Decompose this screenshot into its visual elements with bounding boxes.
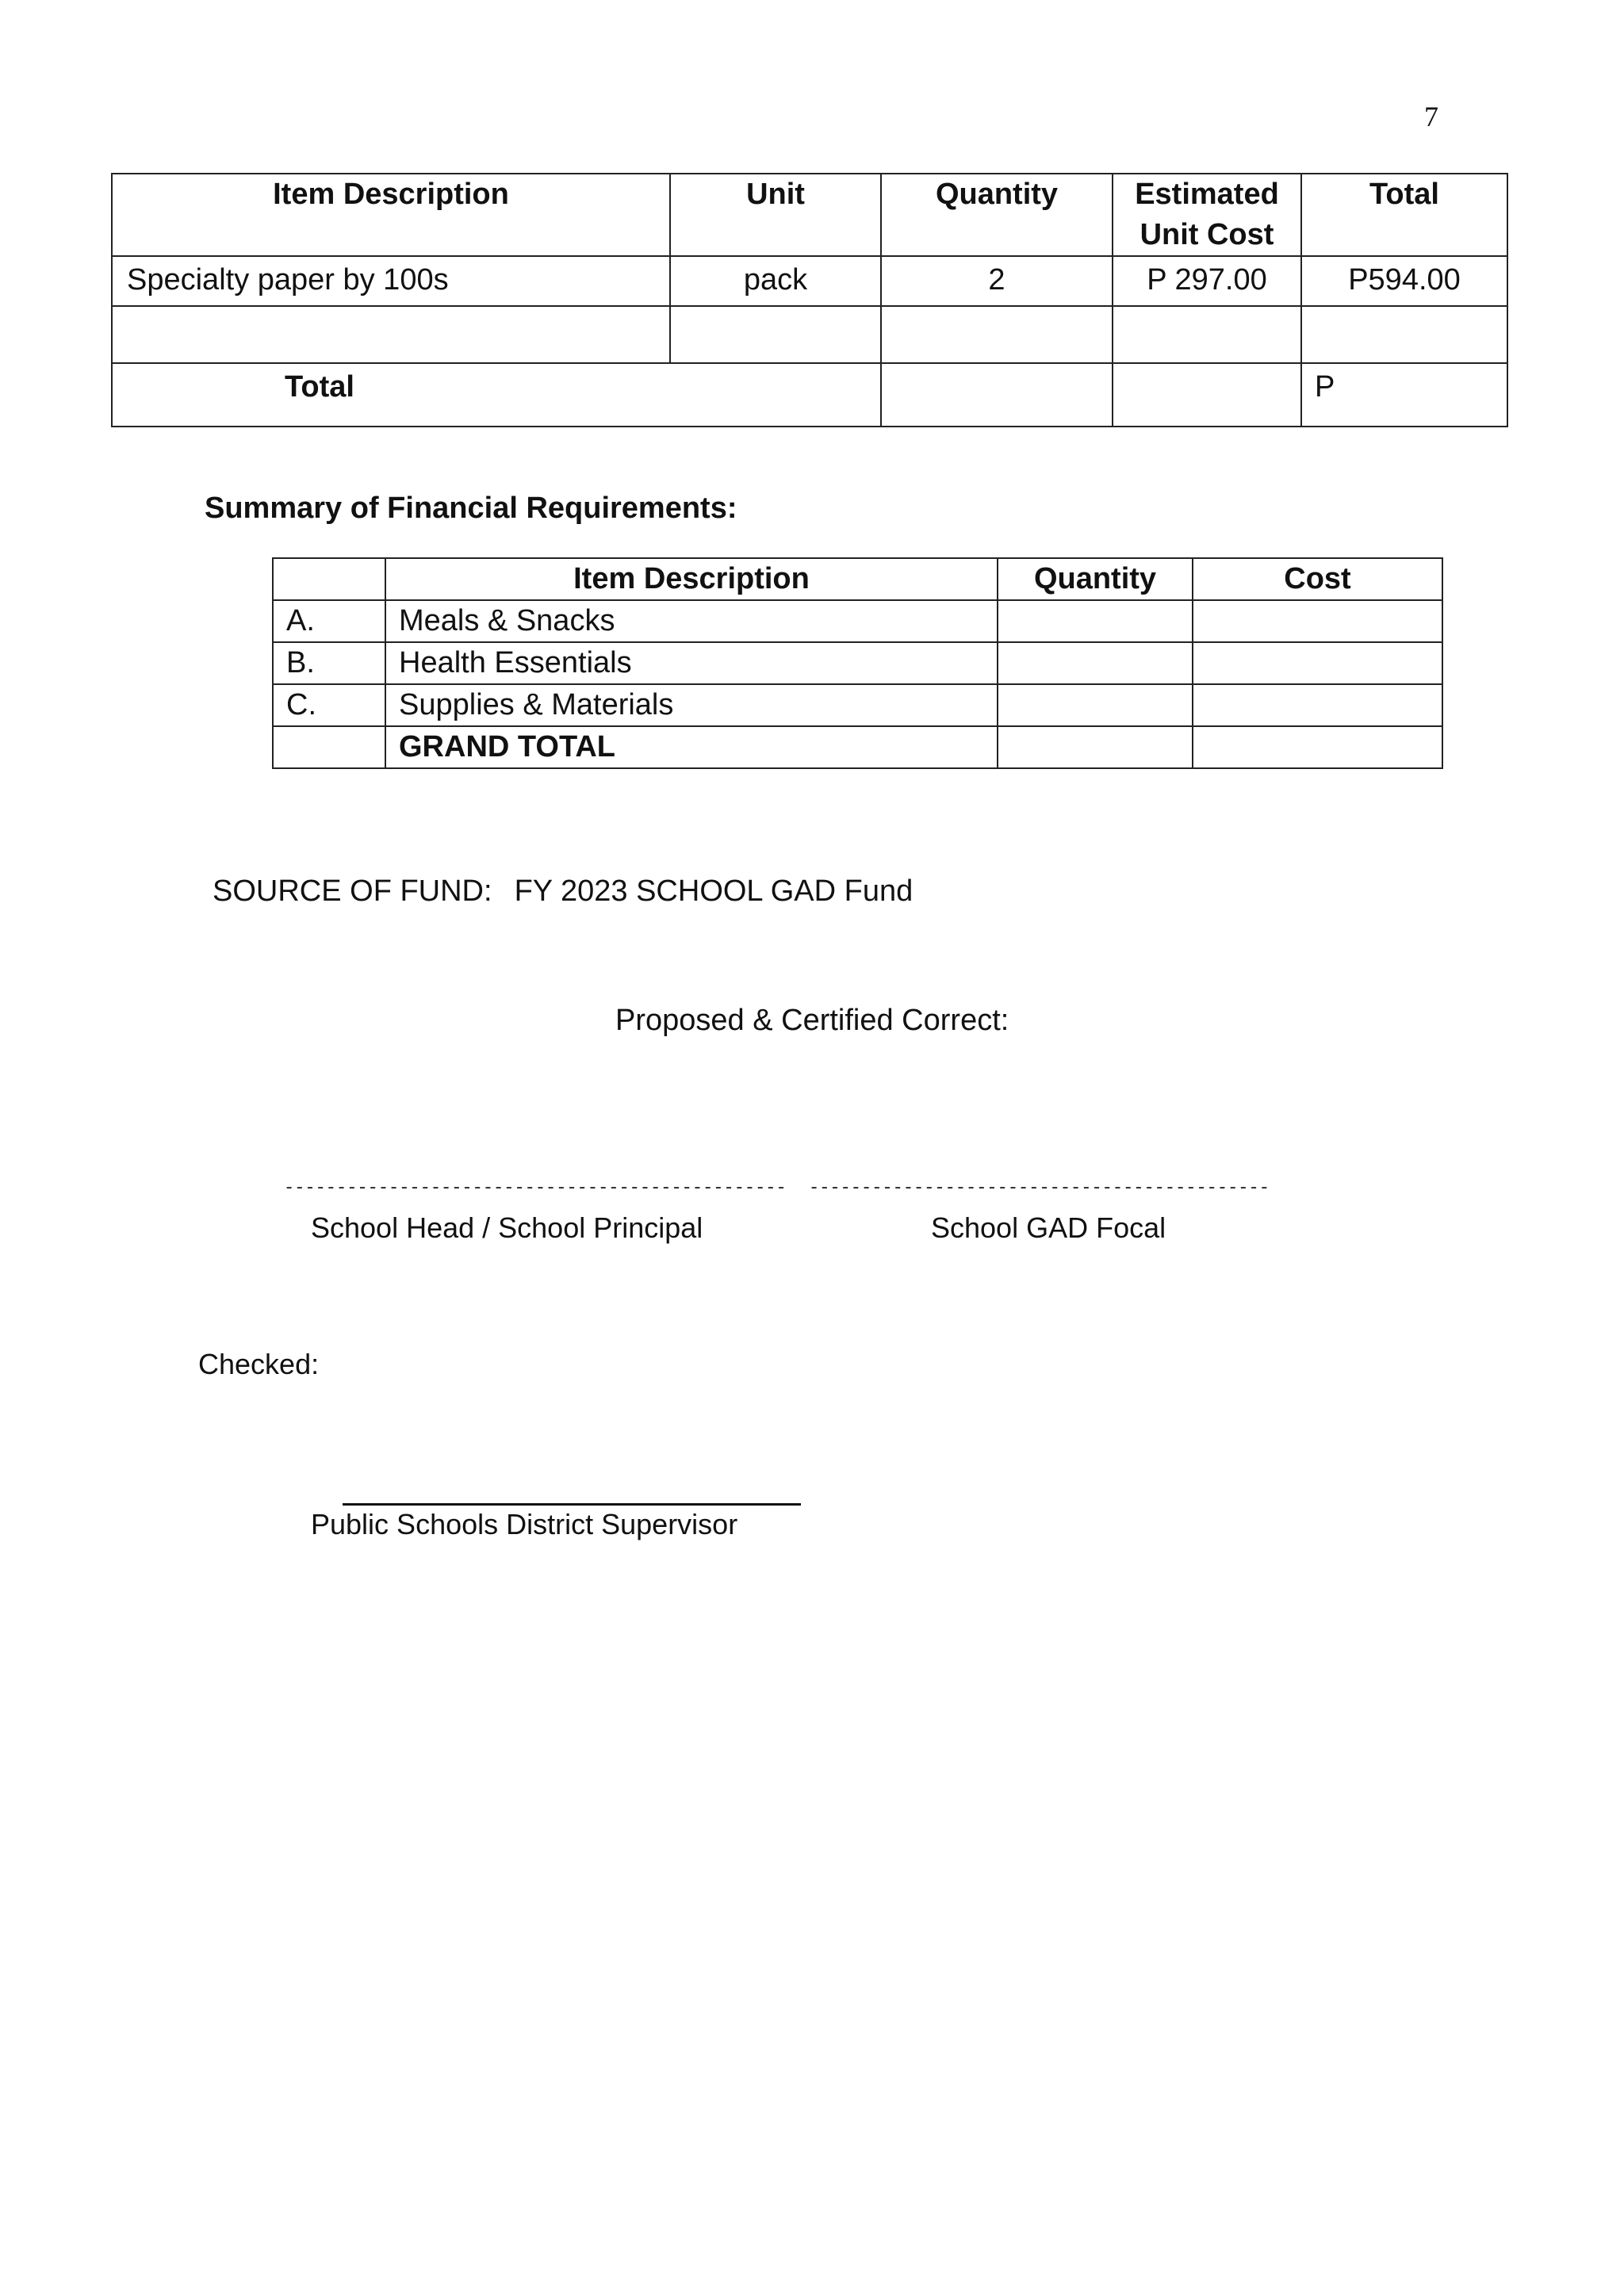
summary-table [272,557,1443,769]
total-quantity-cell [881,363,1113,427]
header-total: Total [1301,174,1507,256]
summary-title: Summary of Financial Requirements: [205,492,737,525]
empty-cell [881,306,1113,363]
summary-letter: C. [273,684,385,726]
header-unit: Unit [670,174,881,256]
summary-cost [1193,726,1442,768]
item-description-cell: Specialty paper by 100s [112,256,670,306]
table-row [273,642,1442,684]
header-item-description: Item Description [112,174,670,256]
gad-focal-label: School GAD Focal [931,1211,1166,1244]
summary-quantity [998,642,1193,684]
summary-quantity [998,684,1193,726]
page-number: 7 [1424,101,1438,132]
source-of-fund [213,874,913,909]
checked-label: Checked: [198,1348,320,1380]
summary-header-description: Item Description [385,558,998,600]
summary-description: Supplies & Materials [385,684,998,726]
summary-header-cost: Cost [1193,558,1442,600]
summary-letter [273,726,385,768]
total-label: Total [112,363,881,427]
summary-cost [1193,642,1442,684]
summary-letter: A. [273,600,385,642]
table-row [112,256,1507,306]
empty-cell [1113,306,1301,363]
item-quantity-cell: 2 [881,256,1113,306]
summary-description: Meals & Snacks [385,600,998,642]
header-quantity: Quantity [881,174,1113,256]
fund-value: FY 2023 SCHOOL GAD Fund [514,874,914,908]
summary-cost [1193,600,1442,642]
header-est-line-1: Estimated [1135,178,1279,211]
items-table [111,173,1508,427]
summary-header-quantity: Quantity [998,558,1193,600]
summary-header-letter [273,558,385,600]
summary-description: Health Essentials [385,642,998,684]
items-header-row [112,174,1507,256]
signature-line-principal: ------------------------------------------------ [284,1178,787,1198]
empty-cell [670,306,881,363]
header-estimated-unit-cost [1113,174,1301,256]
signature-line-supervisor [343,1503,801,1506]
total-row [112,363,1507,427]
summary-header-row [273,558,1442,600]
table-row [273,600,1442,642]
total-value: P [1301,363,1507,427]
fund-label: SOURCE OF FUND: [213,874,492,908]
summary-letter: B. [273,642,385,684]
grand-total-label: GRAND TOTAL [385,726,998,768]
supervisor-label: Public Schools District Supervisor [311,1508,738,1540]
certified-label: Proposed & Certified Correct: [615,1004,1009,1037]
item-unit-cost-cell: P 297.00 [1113,256,1301,306]
total-unit-cost-cell [1113,363,1301,427]
table-row [273,684,1442,726]
summary-cost [1193,684,1442,726]
principal-label: School Head / School Principal [311,1211,703,1244]
grand-total-row [273,726,1442,768]
summary-quantity [998,726,1193,768]
item-unit-cell: pack [670,256,881,306]
signature-line-gad-focal: -------------------------------------------- [809,1178,1270,1198]
empty-cell [112,306,670,363]
summary-quantity [998,600,1193,642]
empty-row [112,306,1507,363]
item-total-cell: P594.00 [1301,256,1507,306]
header-est-line-2: Unit Cost [1139,218,1274,251]
empty-cell [1301,306,1507,363]
